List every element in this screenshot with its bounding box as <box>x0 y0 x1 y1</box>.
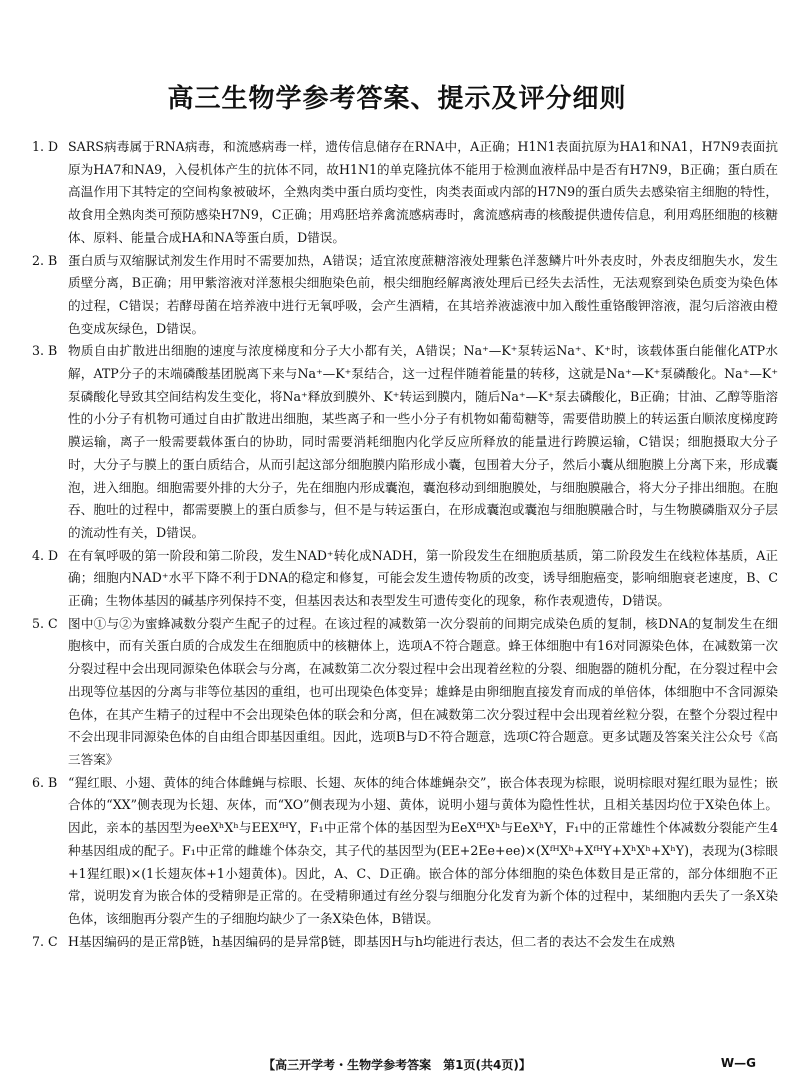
answer-item-3 <box>32 340 778 544</box>
answer-item-4 <box>32 545 778 613</box>
answer-explanation: 在有氧呼吸的第一阶段和第二阶段，发生NAD⁺转化成NADH，第一阶段发生在细胞质基质，第二阶段发生在线粒体基质，A正确；细胞内NAD⁺水平下降不利于DNA的稳定和修复，可能会发生遗传物质的改变，诱导细胞癌变，影响细胞衰老速度，B、C正确；生物体基因的碱基序列保持不变，但基因表达和表型发生可遗传变化的现象，称作表观遗传，D错误。 <box>68 547 778 609</box>
answer-item-5 <box>32 613 778 772</box>
answer-number: 6. B <box>32 774 58 790</box>
answer-number: 1. D <box>32 139 59 154</box>
answer-explanation: 物质自由扩散进出细胞的速度与浓度梯度和分子大小都有关，A错误；Na⁺—K⁺泵转运Na⁺、K⁺时，该载体蛋白能催化ATP水解，ATP分子的末端磷酸基团脱离下来与Na⁺—K⁺泵结合，这一过程伴随着能量的转移，这就是Na⁺—K⁺泵磷酸化。Na⁺—K⁺泵磷酸化导致其空间结构发生变化，将Na⁺释放到膜外、K⁺转运到膜内，随后Na⁺—K⁺泵去磷酸化，B正确；甘油、乙醇等脂溶性的小分子有机物可通过自由扩散进出细胞，某些离子和一些小分子有机物如葡萄糖等，需要借助膜上的转运蛋白顺浓度梯度跨膜运输，离子一般需要载体蛋白的协助，同时需要消耗细胞内化学反应所释放的能量进行跨膜运输，C错误；细胞摄取大分子时，大分子与膜上的蛋白质结合，从而引起这部分细胞膜内陷形成小囊，包围着大分子，然后小囊从细胞膜上分离下来，形成囊泡，进入细胞。细胞需要外排的大分子，先在细胞内形成囊泡，囊泡移动到细胞膜处，与细胞膜融合，将大分子排出细胞。在胞吞、胞吐的过程中，都需要膜上的蛋白质参与，但不是与转运蛋白，在形成囊泡或囊泡与细胞膜融合时，与生物膜磷脂双分子层的流动性有关，D错误。 <box>68 343 778 540</box>
answer-item-1 <box>32 136 778 250</box>
answer-number: 3. B <box>32 343 58 359</box>
page-footer: 【高三开学考・生物学参考答案 第1页(共4页)】 <box>263 1058 531 1072</box>
answer-item-6 <box>32 772 778 931</box>
answer-explanation: H基因编码的是正常β链，h基因编码的是异常β链，即基因H与h均能进行表达，但二者的表达不会发生在成熟 <box>68 933 675 949</box>
page-title: 高三生物学参考答案、提示及评分细则 <box>167 84 627 114</box>
paper-code: W—G <box>720 1056 756 1070</box>
answer-number: 5. C <box>32 615 58 631</box>
answer-explanation: SARS病毒属于RNA病毒，和流感病毒一样，遗传信息储存在RNA中，A正确；H1N1表面抗原为HA1和NA1，H7N9表面抗原为HA7和NA9，入侵机体产生的抗体不同，故H1N1的单克隆抗体不能用于检测血液样品中是否有H7N9，B正确；蛋白质在高温作用下其特定的空间构象被破坏，全熟肉类中蛋白质均变性，肉类表面或内部的H7N9的蛋白质失去感染宿主细胞的特性，故食用全熟肉类可预防感染H7N9，C正确；用鸡胚培养禽流感病毒时，禽流感病毒的核酸提供遗传信息，利用鸡胚细胞的核糖体、原料、能量合成HA和NA等蛋白质，D错误。 <box>68 139 778 245</box>
answer-list <box>32 136 778 953</box>
answer-explanation: “猩红眼、小翅、黄体的纯合体雌蝇与棕眼、长翅、灰体的纯合体雄蝇杂交”，嵌合体表现为棕眼，说明棕眼对猩红眼为显性；嵌合体的“XX”侧表现为长翅、灰体，而“XO”侧表现为小翅、黄体，说明小翅与黄体为隐性性状，且相关基因均位于X染色体上。因此，亲本的基因型为eeXʰXʰ与EEXᶠᴴY，F₁中正常个体的基因型为EeXᶠᴴXʰ与EeXʰY，F₁中的正常雄性个体减数分裂能产生4种基因组成的配子。F₁中正常的雌雄个体杂交，其子代的基因型为(EE+2Ee+ee)×(XᶠᴴXʰ+XᶠᴴY+XʰXʰ+XʰY)，表现为(3棕眼+1猩红眼)×(1长翅灰体+1小翅黄体)。因此，A、C、D正确。嵌合体的部分体细胞的染色体数目是正常的，部分体细胞不正常，说明发育为嵌合体的受精卵是正常的。在受精卵通过有丝分裂与细胞分化发育为新个体的过程中，某细胞内丢失了一条X染色体，该细胞再分裂产生的子细胞均缺少了一条X染色体，B错误。 <box>68 774 778 926</box>
answer-explanation: 蛋白质与双缩脲试剂发生作用时不需要加热，A错误；适宜浓度蔗糖溶液处理紫色洋葱鳞片叶外表皮时，外表皮细胞失水，发生质壁分离，B正确；用甲紫溶液对洋葱根尖细胞染色前，根尖细胞经解离液处理后已经失去活性，无法观察到染色质变为染色体的过程，C错误；若酵母菌在培养液中进行无氧呼吸，会产生酒精，在其培养液滤液中加入酸性重铬酸钾溶液，混匀后溶液由橙色变成灰绿色，D错误。 <box>68 252 778 336</box>
answer-item-7 <box>32 931 778 954</box>
answer-explanation: 图中①与②为蜜蜂减数分裂产生配子的过程。在该过程的减数第一次分裂前的间期完成染色质的复制，核DNA的复制发生在细胞核中，而有关蛋白质的合成发生在细胞质中的核糖体上，选项A不符合题意。蜂王体细胞中有16对同源染色体，在减数第一次分裂过程中会出现同源染色体联会与分离，在减数第二次分裂过程中会出现着丝粒的分裂、细胞器的随机分配，在分裂过程中会出现等位基因的分离与非等位基因的重组，也可出现染色体变异；雄蜂是由卵细胞直接发育而成的单倍体，体细胞中不含同源染色体，在其产生精子的过程中不会出现染色体的联会和分离，但在减数第二次分裂过程中会出现着丝粒分裂，在整个分裂过程中不会出现非同源染色体的自由组合即基因重组。因此，选项B与D不符合题意，选项C符合题意。更多试题及答案关注公众号《高三答案》 <box>68 615 778 767</box>
answer-item-2 <box>32 250 778 341</box>
answer-number: 2. B <box>32 252 58 268</box>
answer-number: 4. D <box>32 547 59 563</box>
answer-number: 7. C <box>32 933 58 949</box>
